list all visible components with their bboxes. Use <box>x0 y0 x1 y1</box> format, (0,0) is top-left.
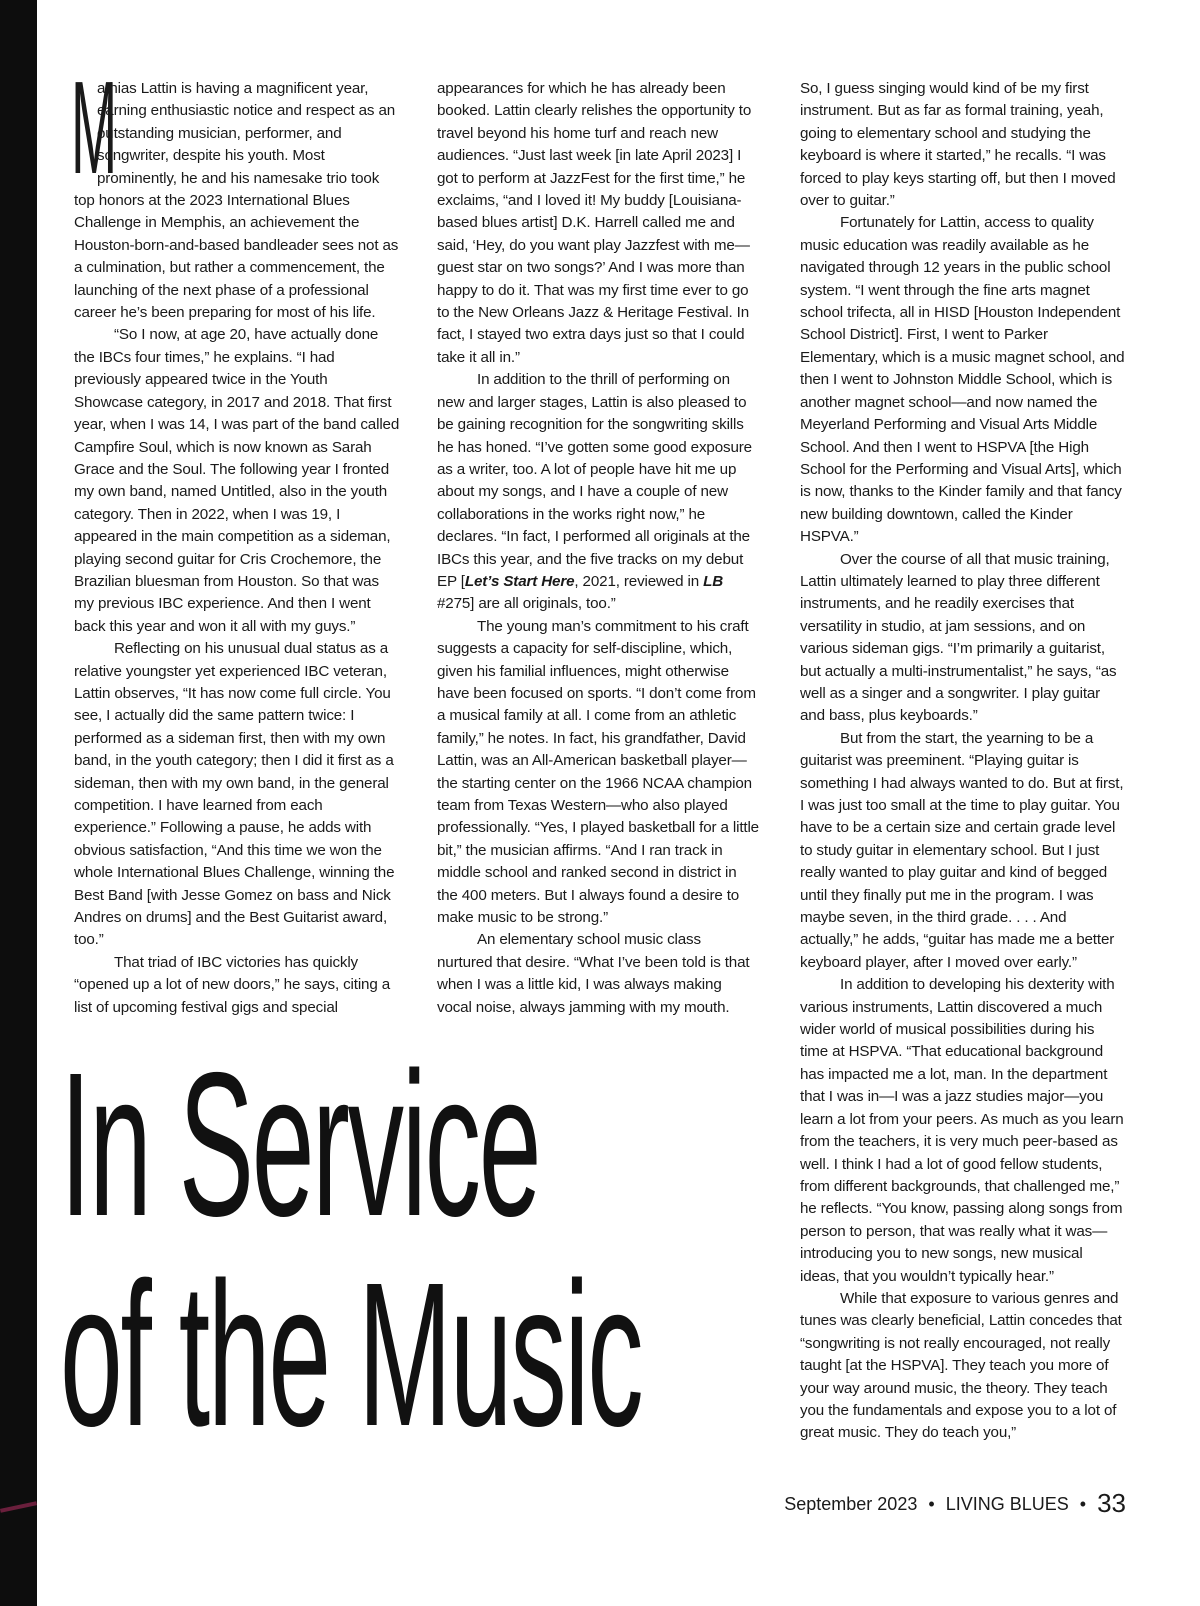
article-paragraph: appearances for which he has already been booked. Lattin clearly relishes the opportunity to travel beyond his home turf and reach new audiences. “Just last week [in late April 2023] I got to perform at JazzFest for the first time,” he exclaims, “and I loved it! My buddy [Louisiana-based blues artist] D.K. Harrell called me and said, ‘Hey, do you want play Jazzfest with me—guest star on two songs?’ And I was more than happy to do it. That was my first time ever to go to the New Orleans Jazz & Heritage Festival. In fact, I stayed two extra days just so that I could take it all in.” <box>437 80 752 366</box>
article-paragraph: So, I guess singing would kind of be my first instrument. But as far as formal training, yeah, going to elementary school and studying the keyboard is where it started,” he recalls. “I was forced to play keys starting off, but then I moved over to guitar.” <box>800 80 1116 210</box>
magazine-name: LIVING BLUES <box>945 1494 1069 1514</box>
article-paragraph: The young man’s commitment to his craft suggests a capacity for self-discipline, which, given his familial influences, might otherwise have been focused on sports. “I don’t come from a musical family at all. I come from an athletic family,” he notes. In fact, his grandfather, David Lattin, was an All-American basketball player—the starting center on the 1966 NCAA champion team from Texas Western—who also played professionally. “Yes, I played basketball for a little bit,” the musician affirms. “And I ran track in middle school and ranked second in district in the 400 meters. But I always found a desire to make music to be strong.” <box>437 617 759 927</box>
article-headline <box>60 1030 642 1469</box>
edge-accent-stripe <box>0 1501 37 1513</box>
left-page-edge-bar <box>0 0 37 1606</box>
article-paragraph: That triad of IBC victories has quickly “opened up a lot of new doors,” he says, citing a list of upcoming festival gigs and special <box>74 953 391 1016</box>
magazine-abbrev: LB <box>703 572 724 590</box>
article-paragraph: But from the start, the yearning to be a guitarist was preeminent. “Playing guitar is something I had always wanted to do. But at first, I was just too small at the time to play guitar. You have to be a certain size and certain grade level to study guitar in elementary school. But I just really wanted to play guitar and kind of begged until they finally put me in the program. I was maybe seven, in the third grade. . . . And actually,” he adds, “guitar has made me a better keyboard player, after I moved over early.” <box>800 729 1124 971</box>
article-paragraph: While that exposure to various genres and tunes was clearly beneficial, Lattin concedes that “songwriting is not really encouraged, not really taught [at the HSPVA]. They teach you more of your way around music, the theory. They teach you the fundamentals and expose you to a lot of great music. They do teach you,” <box>800 1289 1122 1442</box>
paragraph-text: , 2021, reviewed in <box>574 572 704 590</box>
headline-line-1: In Service <box>60 1030 540 1259</box>
article-paragraph <box>71 54 400 324</box>
article-column-1 <box>71 54 400 1019</box>
page-footer <box>784 1488 1126 1519</box>
footer-separator: • <box>928 1494 935 1514</box>
article-paragraph: An elementary school music class nurtured that desire. “What I’ve been told is that when I was a little kid, I was always making vocal noise, always jamming with my mouth. <box>437 931 750 1016</box>
article-paragraph: Reflecting on his unusual dual status as a relative youngster yet experienced IBC veteran, Lattin observes, “It has now come full circle. You see, I actually did the same pattern twice: I performed as a sideman first, then with my own band, in the youth category; then I did it first as a sideman, then with my own band, in the general competition. I have learned from each experience.” Following a pause, he adds with obvious satisfaction, “And this time we won the whole International Blues Challenge, winning the Best Band [with Jesse Gomez on bass and Nick Andres on drums] and the Best Guitarist award, too.” <box>74 640 395 949</box>
drop-cap: M <box>71 54 117 201</box>
article-paragraph: “So I now, at age 20, have actually done the IBCs four times,” he explains. “I had previously appeared twice in the Youth Showcase category, in 2017 and 2018. That first year, when I was 14, I was part of the band called Campfire Soul, which is now known as Sarah Grace and the Soul. The following year I fronted my own band, named Untitled, also in the youth category. Then in 2022, when I was 19, I appeared in the main competition as a sideman, playing second guitar for Cris Crochemore, the Brazilian bluesman from Houston. So that was my previous IBC experience. And then I went back this year and won it all with my guys.” <box>74 326 400 635</box>
article-paragraph: In addition to developing his dexterity with various instruments, Lattin discovered a much wider world of musical possibilities during his time at HSPVA. “That educational background has impacted me a lot, man. In the department that I was in—I was a jazz studies major—you learn a lot from your peers. As much as you learn from the teachers, it is very much peer-based as well. I think I had a lot of good fellow students, from different backgrounds, that challenged me,” he reflects. “You know, passing along songs from person to person, that was really what it was—introducing you to new songs, new musical ideas, that you wouldn’t typically hear.” <box>800 976 1124 1285</box>
article-column-3 <box>800 78 1126 1445</box>
article-paragraph: Over the course of all that music training, Lattin ultimately learned to play three different instruments, and he readily exercises that versatility in studio, at jam sessions, and on various sideman gigs. “I’m primarily a guitarist, but actually a multi-instrumentalist,” he says, “as well as a singer and a songwriter. I play guitar and bass, plus keyboards.” <box>800 550 1117 725</box>
paragraph-text: In addition to the thrill of performing on new and larger stages, Lattin is also pleased to be gaining recognition for the songwriting skills he has honed. “I’ve gotten some good exposure as a writer, too. A lot of people have hit me up about my songs, and I have a couple of new collaborations in the works right now,” he declares. “In fact, I performed all originals at the IBCs this year, and the five tracks on my debut EP [ <box>437 371 752 590</box>
footer-separator: • <box>1079 1494 1087 1514</box>
article-column-2 <box>437 78 759 1019</box>
article-paragraph: Fortunately for Lattin, access to quality music education was readily available as he navigated through 12 years in the public school system. “I went through the fine arts magnet school trifecta, all in HISD [Houston Independent School District]. First, I went to Parker Elementary, which is a music magnet school, and then I went to Johnston Middle School, which is another magnet school—and now named the Meyerland Performing and Visual Arts Middle School. And then I went to HSPVA [the High School for the Performing and Visual Arts], which is now, thanks to the Kinder family and that fancy new building downtown, called the Kinder HSPVA.” <box>800 214 1125 546</box>
issue-date: September 2023 <box>784 1494 918 1514</box>
ep-title: Let’s Start Here <box>464 572 575 590</box>
paragraph-text: #275] are all originals, too.” <box>437 595 616 613</box>
page-number: 33 <box>1097 1488 1126 1518</box>
paragraph-text: athias Lattin is having a magnificent year, earning enthusiastic notice and respect as an outstanding musician, performer, and songwriter, despite his youth. Most prominently, he and his namesake trio took top honors at the 2023 International Blues Challenge in Memphis, an achievement the Houston-born-and-based bandleader sees not as a culmination, but rather a commencement, the launching of the next phase of a professional career he’s been preparing for most of his life. <box>74 80 399 322</box>
article-paragraph <box>437 369 759 615</box>
headline-line-2: of the Music <box>60 1240 642 1469</box>
